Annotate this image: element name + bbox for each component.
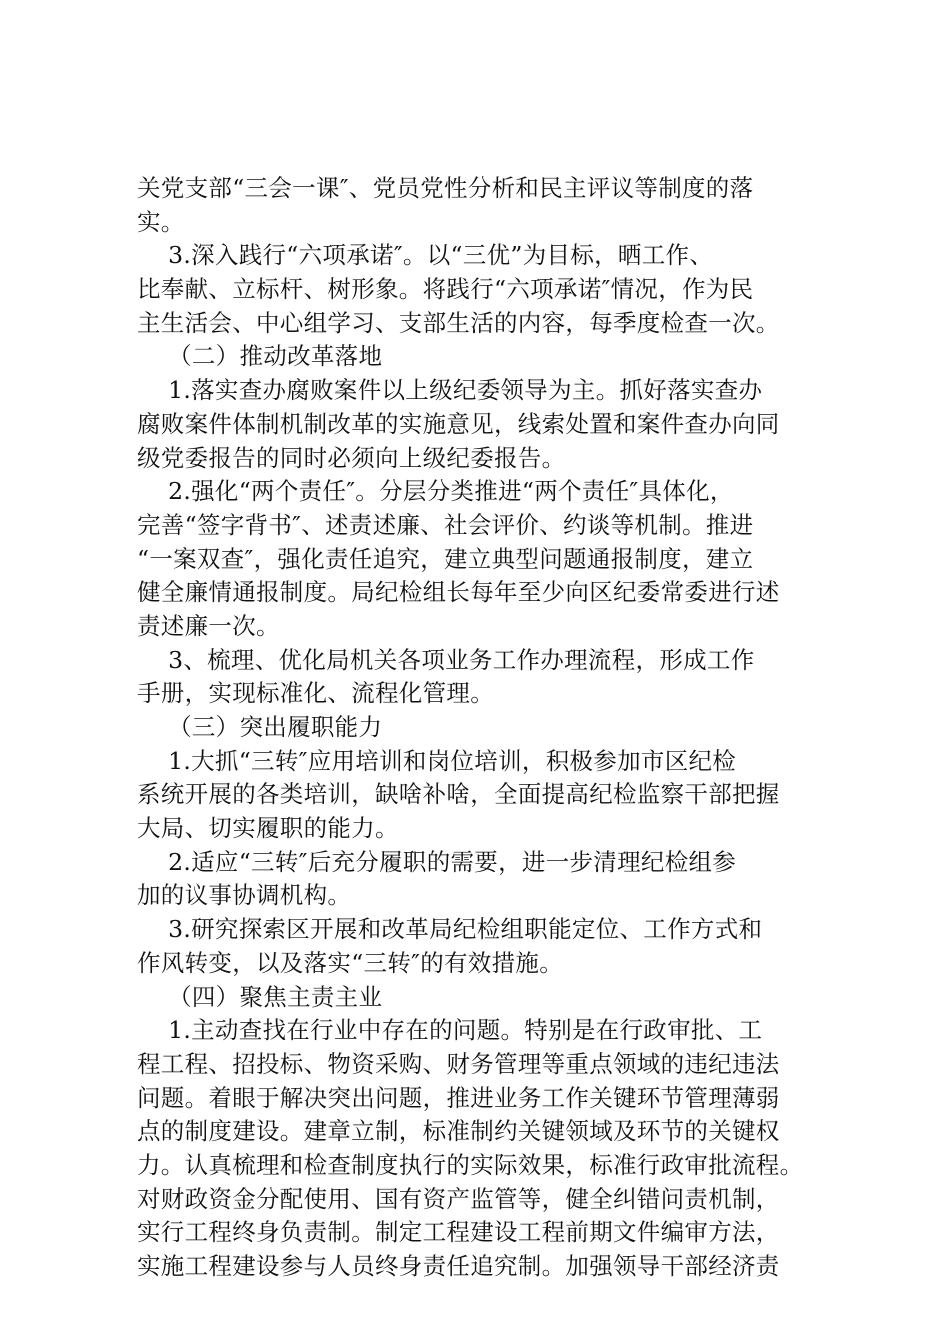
text-line: 3、梳理、优化局机关各项业务工作办理流程，形成工作 xyxy=(137,645,755,674)
text-line: 实。 xyxy=(137,207,185,236)
text-line: 1.主动查找在行业中存在的问题。特别是在行政审批、工 xyxy=(137,1016,763,1045)
text-line: “一案双查″，强化责任追究，建立典型问题通报制度，建立 xyxy=(137,544,754,573)
section-heading: （二）推动改革落地 xyxy=(137,342,383,371)
text-line: 实行工程终身负责制。制定工程建设工程前期文件编审方法， xyxy=(137,1218,780,1247)
text-line: 问题。着眼于解决突出问题，推进业务工作关键环节管理薄弱 xyxy=(137,1083,780,1112)
text-line: 2.适应“三转″后充分履职的需要，进一步清理纪检组参 xyxy=(137,847,737,876)
text-line: 点的制度建设。建章立制，标准制约关键领域及环节的关键权 xyxy=(137,1117,780,1146)
text-line: 级党委报告的同时必须向上级纪委报告。 xyxy=(137,443,566,472)
text-line: 完善“签字背书″、述责述廉、社会评价、约谈等机制。推进 xyxy=(137,510,754,539)
text-line: 1.落实查办腐败案件以上级纪委领导为主。抓好落实查办 xyxy=(137,376,763,405)
text-line: 手册，实现标准化、流程化管理。 xyxy=(137,679,494,708)
text-line: 健全廉情通报制度。局纪检组长每年至少向区纪委常委进行述 xyxy=(137,578,780,607)
text-line: 作风转变，以及落实“三转″的有效措施。 xyxy=(137,948,563,977)
text-line: 2.强化“两个责任″。分层分类推进“两个责任″具体化， xyxy=(137,477,734,506)
text-line: 比奉献、立标杆、树形象。将践行“六项承诺″情况，作为民 xyxy=(137,275,754,304)
text-line: 程工程、招投标、物资采购、财务管理等重点领域的违纪违法 xyxy=(137,1049,780,1078)
text-line: 大局、切实履职的能力。 xyxy=(137,814,399,843)
text-line: 关党支部“三会一课″、党员党性分析和民主评议等制度的落 xyxy=(137,174,754,202)
text-line: 加的议事协调机构。 xyxy=(137,881,352,910)
text-line: 1.大抓“三转″应用培训和岗位培训，积极参加市区纪检 xyxy=(137,746,737,775)
text-line: 3.深入践行“六项承诺″。以“三优”为目标，晒工作、 xyxy=(137,241,714,270)
text-line: 主生活会、中心组学习、支部生活的内容，每季度检查一次。 xyxy=(137,308,780,337)
document-body xyxy=(137,172,842,1284)
section-heading: （四）聚焦主责主业 xyxy=(137,982,383,1011)
section-heading: （三）突出履职能力 xyxy=(137,713,383,741)
text-line: 系统开展的各类培训，缺啥补啥，全面提高纪检监察干部把握 xyxy=(137,780,780,809)
text-line: 责述廉一次。 xyxy=(137,611,280,640)
text-line: 力。认真梳理和检查制度执行的实际效果，标准行政审批流程。 xyxy=(137,1150,804,1179)
text-line: 3.研究探索区开展和改革局纪检组职能定位、工作方式和 xyxy=(137,915,763,944)
text-line: 对财政资金分配使用、国有资产监管等，健全纠错问责机制， xyxy=(137,1184,780,1213)
text-line: 腐败案件体制机制改革的实施意见，线索处置和案件查办向同 xyxy=(137,409,780,438)
text-line: 实施工程建设参与人员终身责任追究制。加强领导干部经济责 xyxy=(137,1252,780,1280)
